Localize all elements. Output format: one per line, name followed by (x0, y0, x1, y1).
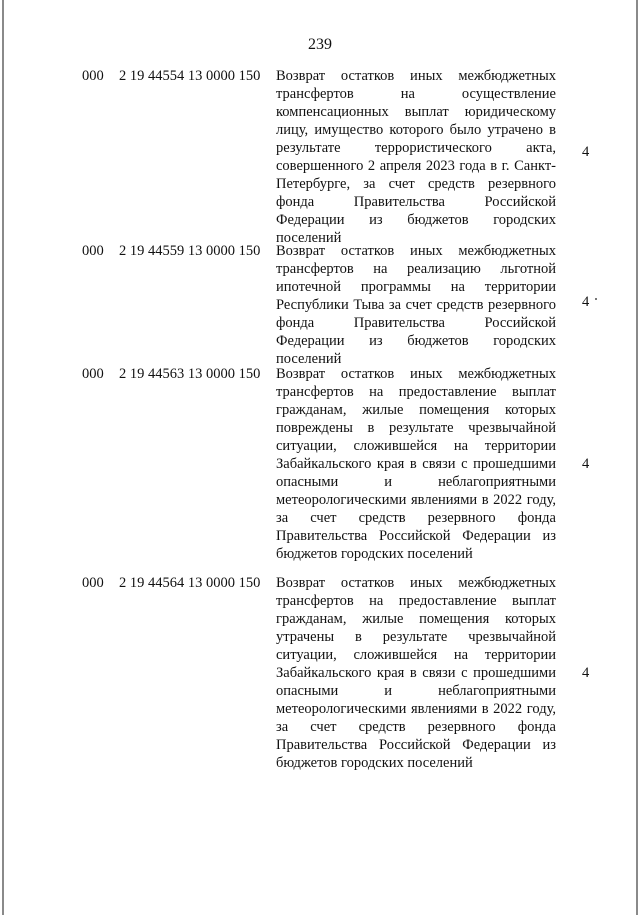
row-value: 4 (582, 456, 590, 472)
row-value: 4 (582, 144, 590, 160)
table-row (0, 67, 640, 246)
table-row (0, 242, 640, 367)
row-value: 4 (582, 294, 590, 310)
table-row (0, 574, 640, 782)
admin-code: 000 (82, 68, 104, 84)
admin-code: 000 (82, 575, 104, 591)
kbk-code: 2 19 44554 13 0000 150 (119, 68, 261, 84)
row-description: Возврат остатков иных межбюджетных трансфертов на реализацию льготной ипотечной программы на территории Республики Тыва за счет средств резервного фонда Правительства Российской Федерации из бюджетов городских поселений (276, 243, 556, 367)
admin-code: 000 (82, 366, 104, 382)
table-row (0, 365, 640, 570)
row-description: Возврат остатков иных межбюджетных трансфертов на предоставление выплат гражданам, жилые помещения которых утрачены в результате чрезвычайной ситуации, сложившейся на территории Забайкальского края в связи с прошедшими опасными и неблагоприятными метеорологическими явлениями в 2022 году, за счет средств резервного фонда Правительства Российской Федерации из бюджетов городских поселений (276, 575, 556, 771)
row-description: Возврат остатков иных межбюджетных трансфертов на предоставление выплат гражданам, жилые помещения которых повреждены в результате чрезвычайной ситуации, сложившейся на территории Забайкальского края в связи с прошедшими опасными и неблагоприятными метеорологическими явлениями в 2022 году, за счет средств резервного фонда Правительства Российской Федерации из бюджетов городских поселений (276, 366, 556, 562)
admin-code: 000 (82, 243, 104, 259)
kbk-code: 2 19 44564 13 0000 150 (119, 575, 261, 591)
kbk-code: 2 19 44559 13 0000 150 (119, 243, 261, 259)
page-number: 239 (308, 36, 332, 53)
row-description: Возврат остатков иных межбюджетных трансфертов на осуществление компенсационных выплат юридическому лицу, имущество которого было утрачено в результате террористического акта, совершенного 2 апреля 2023 года в г. Санкт-Петербурге, за счет средств резервного фонда Правительства Российской Федерации из бюджетов городских поселений (276, 68, 556, 246)
kbk-code: 2 19 44563 13 0000 150 (119, 366, 261, 382)
row-value: 4 (582, 665, 590, 681)
